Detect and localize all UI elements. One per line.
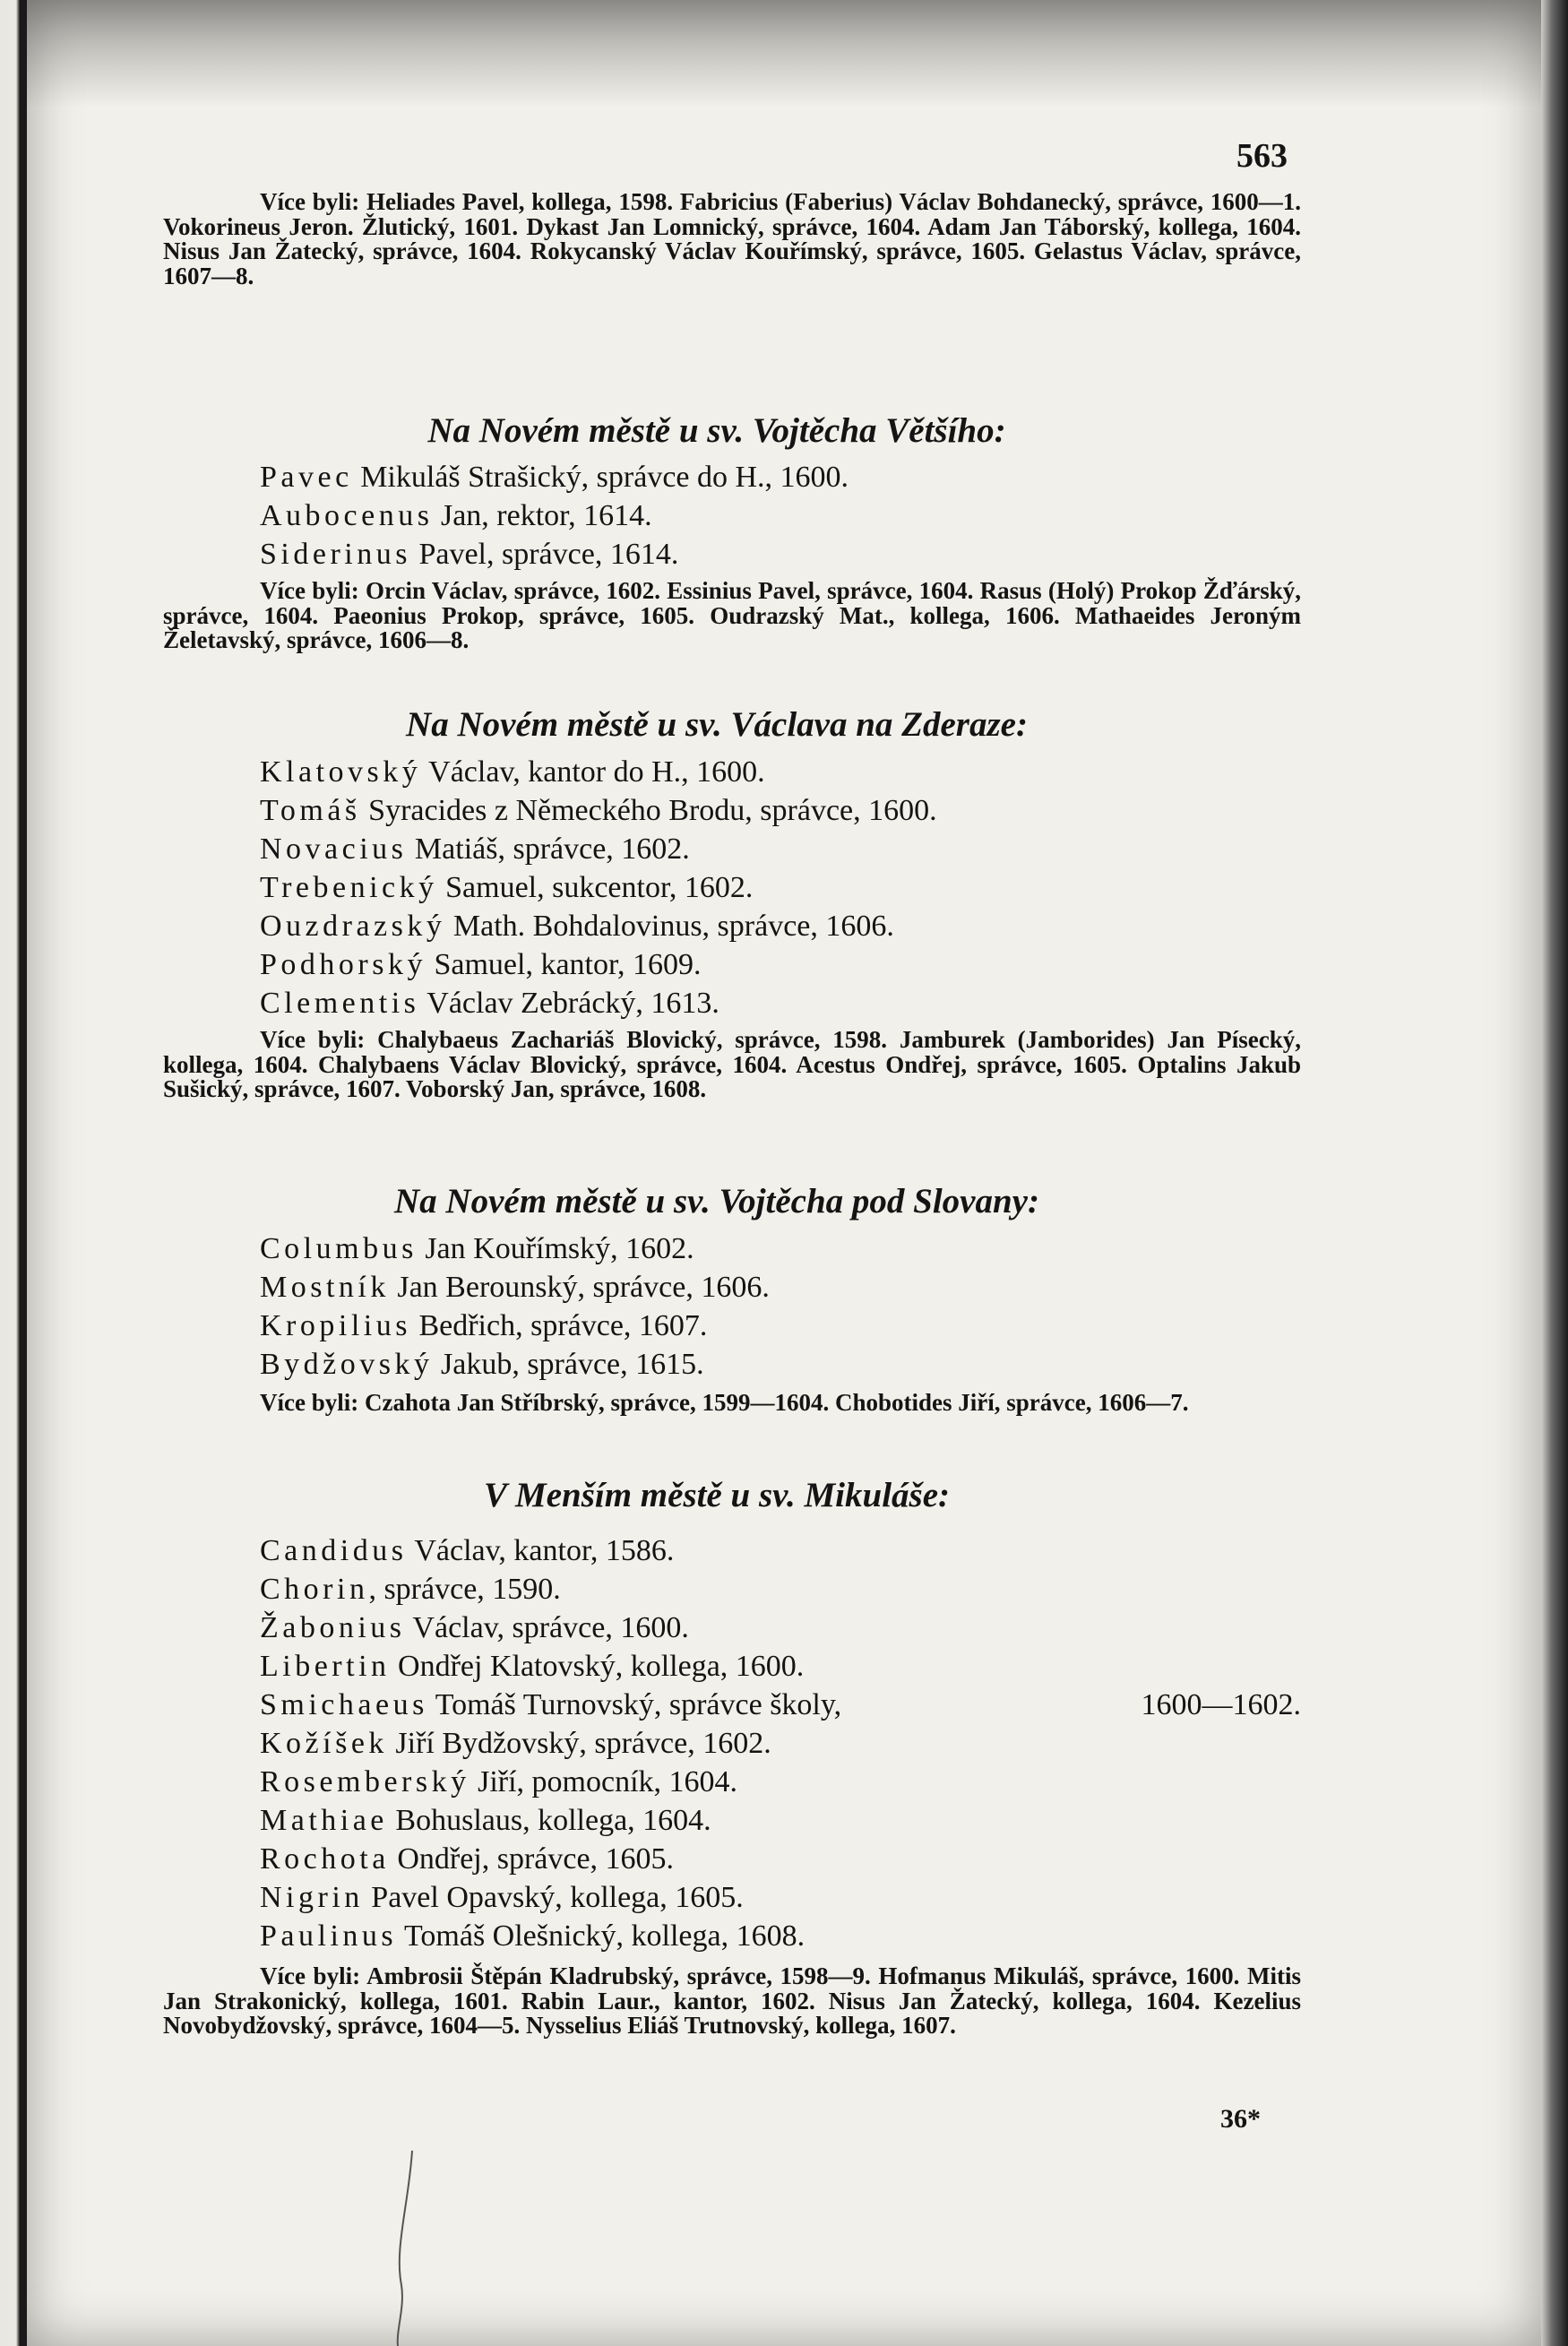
list-item <box>260 499 1308 533</box>
entry-detail: Bohuslaus, kollega, 1604. <box>387 1804 711 1837</box>
entry-detail: Václav, kantor do H., 1600. <box>421 755 765 789</box>
list-item <box>260 1881 1308 1915</box>
entry-detail: Ondřej Klatovský, kollega, 1600. <box>390 1650 805 1683</box>
entry-name: Mathiae <box>260 1804 388 1837</box>
list-item <box>260 987 1308 1021</box>
entry-detail: Tomáš Olešnický, kollega, 1608. <box>397 1919 806 1953</box>
page-number: 563 <box>1236 137 1288 175</box>
entry-detail: Václav, správce, 1600. <box>405 1611 689 1644</box>
entry-name: Clementis <box>260 987 420 1020</box>
entry-name: Trebenický <box>260 871 438 904</box>
entry-name: Libertin <box>260 1650 391 1683</box>
entry-years: 1600—1602. <box>1141 1688 1301 1721</box>
list-item <box>260 948 1308 982</box>
signature-mark: 36* <box>1220 2104 1261 2134</box>
entry-name: Smichaeus <box>260 1688 428 1721</box>
list-item <box>260 1804 1308 1838</box>
entry-name: Nigrin <box>260 1881 364 1914</box>
list-item <box>260 910 1308 944</box>
list-item <box>260 1842 1308 1876</box>
paragraph-more-were: Více byli: Chalybaeus Zachariáš Blovický, správce, 1598. Jamburek (Jamborides) Jan Písecký, kollega, 1604. Chalybaens Václav Blovický, správce, 1604. Acestus Ondřej, správce, 1605. Optalins Jakub Sušický, správce, 1607. Voborský Jan, správce, 1608. <box>163 1026 1301 1102</box>
list-item <box>260 1271 1308 1305</box>
entry-detail: Jan Berounský, správce, 1606. <box>389 1271 770 1304</box>
paragraph-more-were: Více byli: Ambrosii Štěpán Kladrubský, správce, 1598—9. Hofmanus Mikuláš, správce, 1600. Mitis Jan Strakonický, kollega, 1601. Rabin Laur., kantor, 1602. Nisus Jan Žatecký, kollega, 1604. Kezelius Novobydžovský, správce, 1604—5. Nysselius Eliáš Trutnovský, kollega, 1607. <box>163 1962 1301 2039</box>
entry-detail: Václav Zebrácký, 1613. <box>419 987 719 1020</box>
entry-name: Kropilius <box>260 1309 411 1342</box>
entry-detail: , správce, 1590. <box>368 1573 561 1606</box>
entry-name: Paulinus <box>260 1919 398 1953</box>
pencil-mark <box>385 2151 421 2346</box>
list-item <box>260 1727 1308 1761</box>
entry-detail: Jan, rektor, 1614. <box>433 499 652 532</box>
entry-detail: Bedřich, správce, 1607. <box>410 1309 708 1342</box>
scan-shadow <box>27 0 1541 108</box>
entry-name: Pavec <box>260 461 353 494</box>
entry-name: Candidus <box>260 1534 408 1567</box>
entry-detail: Samuel, kantor, 1609. <box>426 948 702 981</box>
list-item <box>260 538 1308 572</box>
list-item <box>260 1611 1308 1645</box>
list-item <box>260 1309 1308 1343</box>
paragraph-more-were: Více byli: Orcin Václav, správce, 1602. Essinius Pavel, správce, 1604. Rasus (Holý) Prokop Žďárský, správce, 1604. Paeonius Prokop, správce, 1605. Oudrazský Mat., kollega, 1606. Mathaeides Jeroným Želetavský, správce, 1606—8. <box>163 577 1301 653</box>
entry-detail: Jan Kouřímský, 1602. <box>417 1232 694 1265</box>
entry-name: Podhorský <box>260 948 426 981</box>
entry-name: Aubocenus <box>260 499 434 532</box>
page-right-edge <box>1541 0 1568 2346</box>
entry-name: Bydžovský <box>260 1348 434 1381</box>
entry-name: Tomáš <box>260 794 361 827</box>
section-heading: V Menším městě u sv. Mikuláše: <box>483 1476 951 1514</box>
entry-detail: Ondřej, správce, 1605. <box>389 1842 675 1876</box>
entry-detail: Václav, kantor, 1586. <box>407 1534 675 1567</box>
entry-name: Mostník <box>260 1271 390 1304</box>
paragraph-more-were: Více byli: Czahota Jan Stříbrský, správce, 1599—1604. Chobotides Jiří, správce, 1606—7. <box>260 1389 1189 1416</box>
list-item <box>260 1919 1308 1954</box>
entry-detail: Tomáš Turnovský, správce školy, <box>427 1688 842 1721</box>
entry-name: Novacius <box>260 832 408 866</box>
list-item <box>260 1348 1308 1382</box>
entry-detail: Jiří Bydžovský, správce, 1602. <box>387 1727 771 1760</box>
entry-detail: Math. Bohdalovinus, správce, 1606. <box>445 910 894 943</box>
list-item <box>260 1534 1308 1568</box>
entry-detail: Matiáš, správce, 1602. <box>407 832 690 866</box>
entry-detail: Mikuláš Strašický, správce do H., 1600. <box>352 461 849 494</box>
list-item <box>260 832 1308 867</box>
entry-name: Siderinus <box>260 538 411 571</box>
page-left-edge <box>0 0 27 2346</box>
entry-detail: Samuel, sukcentor, 1602. <box>437 871 754 904</box>
entry-detail: Jiří, pomocník, 1604. <box>470 1765 738 1798</box>
entry-name: Rochota <box>260 1842 390 1876</box>
section-heading: Na Novém městě u sv. Vojtěcha Většího: <box>427 411 1006 450</box>
list-item <box>260 755 1308 789</box>
list-item <box>260 1765 1308 1799</box>
list-item <box>260 871 1308 905</box>
entry-detail: Pavel, správce, 1614. <box>410 538 679 571</box>
entry-name: Columbus <box>260 1232 418 1265</box>
list-item <box>260 461 1308 495</box>
entry-name: Chorin <box>260 1573 369 1606</box>
entry-name: Kožíšek <box>260 1727 388 1760</box>
list-item <box>260 794 1308 828</box>
section-heading: Na Novém městě u sv. Vojtěcha pod Slovany: <box>394 1182 1039 1220</box>
list-item <box>260 1232 1308 1266</box>
list-item <box>260 1688 1308 1722</box>
list-item <box>260 1650 1308 1684</box>
entry-name: Klatovský <box>260 755 422 789</box>
entry-name: Ouzdrazský <box>260 910 446 943</box>
entry-detail: Jakub, správce, 1615. <box>433 1348 704 1381</box>
list-item <box>260 1573 1308 1607</box>
section-heading: Na Novém městě u sv. Václava na Zderaze: <box>406 705 1028 744</box>
paragraph-more-were: Více byli: Heliades Pavel, kollega, 1598. Fabricius (Faberius) Václav Bohdanecký, správce, 1600—1. Vokorineus Jeron. Žlutický, 1601. Dykast Jan Lomnický, správce, 1604. Adam Jan Táborský, kollega, 1604. Nisus Jan Žatecký, správce, 1604. Rokycanský Václav Kouřímský, správce, 1605. Gelastus Václav, správce, 1607—8. <box>163 188 1301 289</box>
entry-name: Rosemberský <box>260 1765 470 1798</box>
entry-detail: Syracides z Německého Brodu, správce, 1600. <box>360 794 937 827</box>
entry-name: Žabonius <box>260 1611 406 1644</box>
entry-detail: Pavel Opavský, kollega, 1605. <box>363 1881 744 1914</box>
